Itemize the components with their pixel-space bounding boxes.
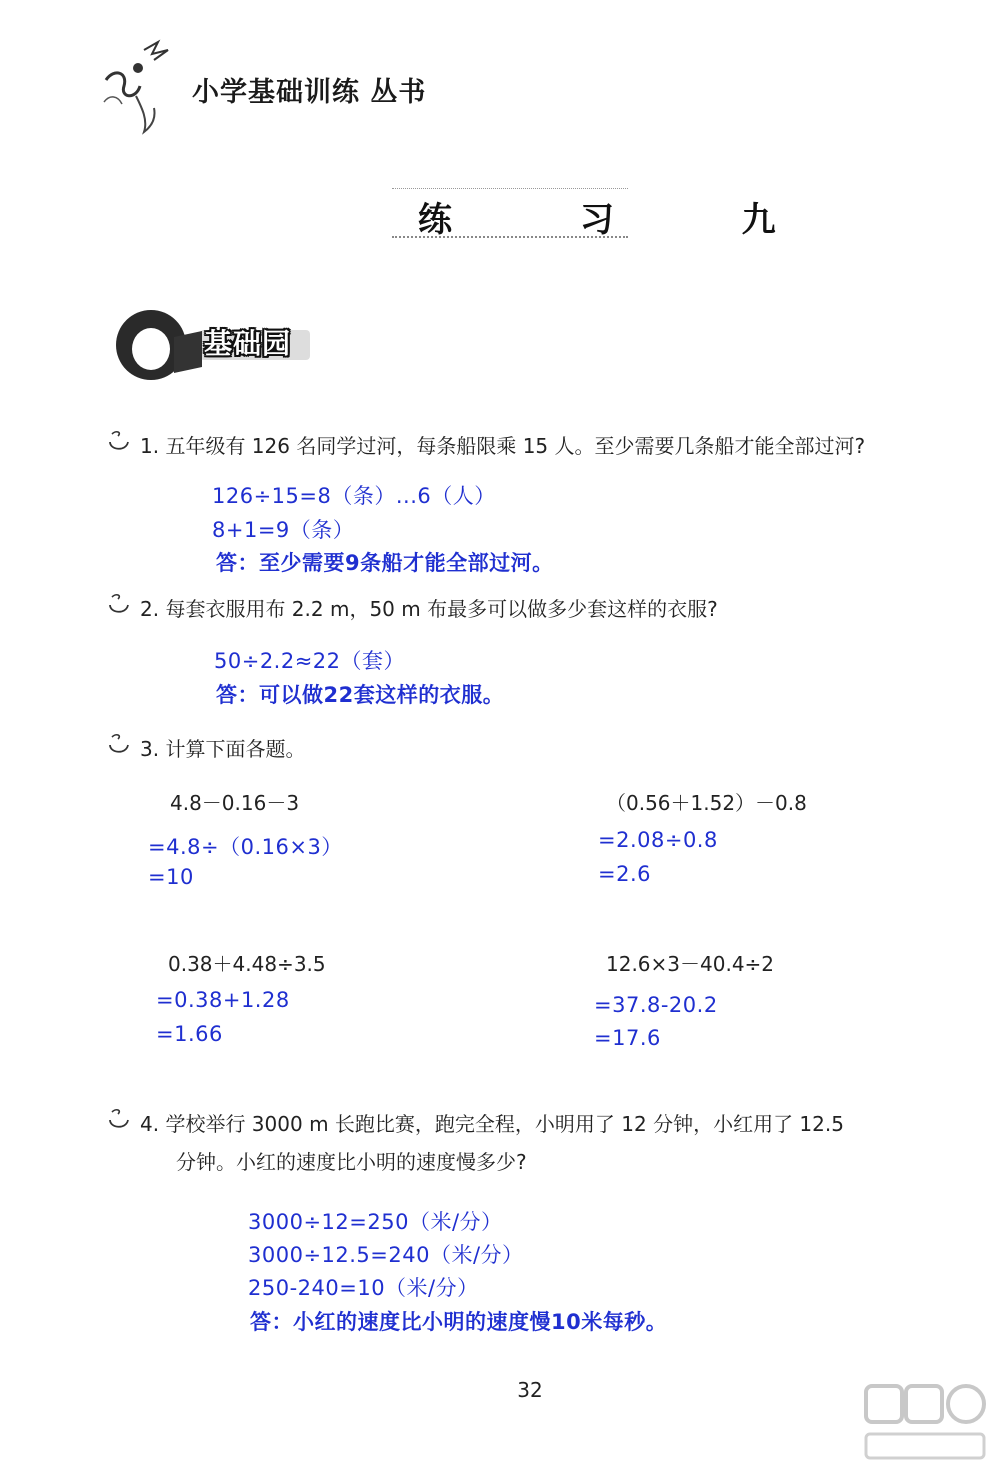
answer-line: 250-240=10（米/分）	[248, 1276, 479, 1300]
problem-expression: 4.8－0.16－3	[170, 791, 300, 815]
question-1	[140, 430, 865, 459]
series-logo-icon	[96, 38, 186, 138]
section-title	[392, 188, 834, 240]
pencil-swirl-icon	[106, 1106, 132, 1132]
answer-line: 3000÷12=250（米/分）	[248, 1210, 503, 1234]
question-text-continued: 分钟。小红的速度比小明的速度慢多少?	[176, 1150, 527, 1174]
question-number: 1.	[140, 434, 160, 458]
problem-step: =37.8-20.2	[594, 993, 718, 1017]
problem-expression: （0.56＋1.52）－0.8	[606, 791, 807, 815]
question-4	[140, 1108, 844, 1137]
answer-conclusion: 答：可以做22套这样的衣服。	[216, 683, 505, 707]
question-3	[140, 733, 305, 762]
problem-step: =2.6	[598, 862, 651, 886]
problem-step: =10	[148, 865, 194, 889]
watermark-logo	[860, 1380, 990, 1464]
pencil-swirl-icon	[106, 731, 132, 757]
question-text: 每套衣服用布 2.2 m，50 m 布最多可以做多少套这样的衣服?	[165, 597, 718, 621]
problem-expression: 0.38＋4.48÷3.5	[168, 952, 326, 976]
problem-expression: 12.6×3－40.4÷2	[606, 952, 775, 976]
badge-label: 基础园	[204, 327, 292, 360]
answer-conclusion: 答：小红的速度比小明的速度慢10米每秒。	[250, 1310, 668, 1334]
answer-line: 126÷15=8（条）...6（人）	[212, 484, 496, 508]
problem-step: =2.08÷0.8	[598, 828, 718, 852]
question-text: 计算下面各题。	[165, 737, 306, 761]
answer-conclusion: 答：至少需要9条船才能全部过河。	[216, 551, 554, 575]
problem-step: =1.66	[156, 1022, 223, 1046]
problem-step: =17.6	[594, 1026, 661, 1050]
pencil-swirl-icon	[106, 428, 132, 454]
question-text: 五年级有 126 名同学过河，每条船限乘 15 人。至少需要几条船才能全部过河?	[165, 434, 866, 458]
series-title: 小学基础训练 丛书	[192, 77, 427, 108]
answer-line: 8+1=9（条）	[212, 518, 355, 542]
answer-line: 50÷2.2≈22（套）	[214, 649, 406, 673]
question-number: 3.	[140, 737, 160, 761]
problem-step: =4.8÷（0.16×3）	[148, 835, 343, 859]
question-text: 学校举行 3000 m 长跑比赛，跑完全程，小明用了 12 分钟，小红用了 12.5	[165, 1112, 844, 1136]
section-title-text: 练 习 九	[418, 200, 834, 240]
question-number: 2.	[140, 597, 160, 621]
pencil-swirl-icon	[106, 591, 132, 617]
answer-line: 3000÷12.5=240（米/分）	[248, 1243, 524, 1267]
question-number: 4.	[140, 1112, 160, 1136]
section-badge	[104, 306, 334, 386]
page-number: 32	[517, 1378, 543, 1402]
problem-step: =0.38+1.28	[156, 988, 290, 1012]
question-2	[140, 593, 718, 622]
